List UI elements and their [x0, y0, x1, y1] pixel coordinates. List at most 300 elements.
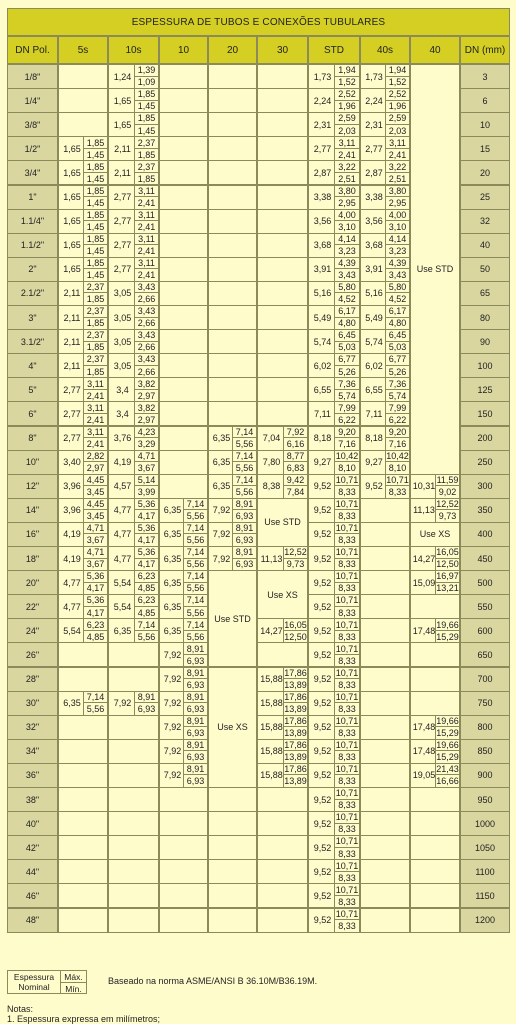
max-value: 1,85 — [83, 234, 107, 246]
nominal-value: 11,13 — [413, 505, 435, 516]
min-value: 8,33 — [334, 872, 359, 884]
value-cell — [308, 908, 360, 933]
value-cell — [360, 859, 410, 884]
value-cell — [360, 185, 410, 210]
value-cell — [58, 426, 108, 451]
value-cell — [257, 329, 308, 354]
min-value: 8,33 — [334, 800, 359, 812]
max-value: 10,71 — [335, 740, 359, 751]
min-value: 5,56 — [183, 534, 207, 546]
max-value: 9,20 — [385, 427, 409, 439]
max-value: 16,05 — [436, 547, 459, 558]
nominal-value: 7,92 — [163, 722, 182, 733]
nominal-value: 19,05 — [412, 770, 436, 781]
value-cell — [159, 883, 208, 908]
row-dn-pol: 34" — [7, 739, 58, 764]
max-value: 16,97 — [436, 571, 459, 582]
value-cell — [208, 835, 257, 860]
nominal-value: 2,11 — [114, 167, 131, 178]
max-value: 19,66 — [436, 619, 459, 630]
value-cell — [208, 498, 257, 523]
max-value: 7,14 — [183, 523, 207, 535]
table-grid — [7, 36, 510, 965]
value-cell — [108, 426, 159, 451]
min-value: 13,89 — [284, 752, 307, 763]
max-value: 1,85 — [134, 89, 158, 101]
min-value: 3,23 — [385, 245, 409, 257]
row-dn-mm: 15 — [460, 136, 510, 161]
max-value: 1,94 — [334, 65, 359, 77]
value-cell — [308, 64, 360, 89]
note-c20-use-std: Use STD — [208, 570, 257, 667]
nominal-value: 5,49 — [313, 312, 332, 323]
min-value: 5,56 — [83, 703, 107, 715]
nominal-value: 6,35 — [163, 625, 182, 636]
value-cell — [360, 691, 410, 716]
value-cell — [308, 353, 360, 378]
nominal-value: 14,27 — [412, 553, 436, 564]
value-cell — [360, 281, 410, 306]
nominal-value: 1,65 — [63, 240, 81, 251]
nominal-value: 3,05 — [113, 312, 132, 323]
min-value: 5,26 — [334, 366, 359, 378]
min-value: 2,41 — [134, 245, 158, 257]
min-value: 2,66 — [134, 293, 158, 305]
value-cell — [410, 667, 460, 692]
nominal-value: 14,27 — [260, 625, 283, 636]
row-dn-mm: 125 — [460, 377, 510, 402]
nominal-value: 8,18 — [365, 433, 383, 444]
min-value: 8,33 — [334, 559, 359, 571]
value-cell — [58, 64, 108, 89]
value-cell — [308, 474, 360, 499]
value-cell — [360, 522, 410, 547]
nominal-value: 2,24 — [313, 95, 332, 106]
value-cell — [208, 281, 257, 306]
note-c40-use-xs: Use XS — [410, 522, 460, 547]
nominal-value: 1,65 — [113, 119, 132, 130]
value-cell — [308, 233, 360, 258]
min-value: 5,56 — [183, 559, 207, 571]
row-dn-mm: 150 — [460, 401, 510, 426]
min-value: 8,33 — [334, 727, 359, 739]
row-dn-mm: 32 — [460, 209, 510, 234]
row-dn-mm: 400 — [460, 522, 510, 547]
min-value: 15,29 — [436, 728, 459, 738]
value-cell — [159, 642, 208, 667]
value-cell — [410, 570, 460, 595]
value-cell — [308, 329, 360, 354]
max-value: 3,43 — [134, 354, 158, 366]
min-value: 8,33 — [334, 631, 359, 643]
max-value: 8,91 — [183, 716, 207, 728]
max-value: 17,86 — [284, 691, 307, 702]
nominal-value: 7,11 — [365, 408, 383, 419]
min-value: 5,03 — [334, 342, 359, 354]
min-value: 13,89 — [284, 679, 307, 690]
nominal-value: 1,65 — [63, 167, 81, 178]
nominal-value: 6,35 — [212, 457, 231, 468]
value-cell — [257, 787, 308, 812]
min-value: 4,52 — [334, 293, 359, 305]
min-value: 13,21 — [436, 583, 459, 594]
value-cell — [360, 763, 410, 788]
max-value: 7,14 — [183, 571, 207, 583]
nominal-value: 7,92 — [163, 674, 182, 685]
min-value: 3,45 — [83, 510, 107, 522]
value-cell — [159, 739, 208, 764]
value-cell — [208, 185, 257, 210]
nominal-value: 9,52 — [313, 698, 332, 709]
nominal-value: 6,35 — [63, 698, 81, 709]
table-title: ESPESSURA DE TUBOS E CONEXÕES TUBULARES — [7, 8, 510, 36]
max-value: 6,77 — [334, 354, 359, 366]
value-cell — [58, 739, 108, 764]
nominal-value: 4,19 — [63, 529, 81, 540]
value-cell — [257, 185, 308, 210]
min-value: 13,89 — [284, 703, 307, 714]
max-value: 7,14 — [183, 619, 207, 631]
nominal-value: 3,76 — [113, 433, 132, 444]
value-cell — [410, 859, 460, 884]
nominal-value: 2,77 — [63, 433, 81, 444]
max-value: 8,91 — [183, 692, 207, 704]
nominal-value: 4,77 — [63, 577, 81, 588]
nominal-value: 3,91 — [365, 264, 383, 275]
value-cell — [159, 498, 208, 523]
max-value: 3,11 — [83, 378, 107, 390]
value-cell — [208, 522, 257, 547]
value-cell — [58, 112, 108, 137]
col-header-mm: DN (mm) — [460, 36, 510, 64]
value-cell — [360, 353, 410, 378]
value-cell — [159, 908, 208, 933]
value-cell — [58, 691, 108, 716]
nominal-value: 7,11 — [314, 408, 331, 419]
nominal-value: 5,16 — [313, 288, 332, 299]
nominal-value: 7,92 — [212, 553, 231, 564]
value-cell — [108, 618, 159, 643]
min-value: 2,97 — [134, 390, 158, 402]
value-cell — [308, 522, 360, 547]
nominal-value: 2,77 — [365, 143, 383, 154]
nominal-value: 9,52 — [313, 674, 332, 685]
min-value: 3,67 — [83, 559, 107, 571]
max-value: 7,14 — [232, 475, 256, 487]
max-value: 1,94 — [385, 65, 409, 77]
max-value: 6,45 — [385, 330, 409, 342]
min-value: 8,33 — [334, 534, 359, 546]
value-cell — [108, 377, 159, 402]
max-value: 3,43 — [134, 282, 158, 294]
row-dn-pol: 16" — [7, 522, 58, 547]
value-cell — [308, 570, 360, 595]
value-cell — [58, 546, 108, 571]
value-cell — [58, 377, 108, 402]
value-cell — [308, 160, 360, 185]
nominal-value: 9,52 — [313, 722, 332, 733]
row-dn-mm: 900 — [460, 763, 510, 788]
max-value: 1,85 — [83, 161, 107, 173]
value-cell — [58, 353, 108, 378]
min-value: 6,93 — [232, 559, 256, 571]
nominal-value: 1,73 — [313, 71, 332, 82]
value-cell — [308, 811, 360, 836]
value-cell — [208, 88, 257, 113]
nominal-value: 1,65 — [113, 95, 132, 106]
value-cell — [308, 594, 360, 619]
value-cell — [208, 233, 257, 258]
value-cell — [208, 257, 257, 282]
row-dn-pol: 1/4" — [7, 88, 58, 113]
max-value: 3,80 — [334, 186, 359, 198]
nominal-value: 9,52 — [313, 746, 332, 757]
min-value: 6,93 — [134, 703, 158, 715]
value-cell — [58, 787, 108, 812]
nominal-value: 4,77 — [113, 553, 132, 564]
max-value: 10,71 — [335, 667, 359, 678]
max-value: 7,36 — [334, 378, 359, 390]
value-cell — [108, 594, 159, 619]
min-value: 9,73 — [283, 559, 307, 571]
max-value: 3,82 — [134, 402, 158, 414]
max-value: 3,11 — [385, 137, 409, 149]
nominal-value: 3,05 — [113, 360, 132, 371]
value-cell — [108, 112, 159, 137]
min-value: 7,16 — [334, 438, 359, 450]
max-value: 10,71 — [335, 908, 359, 919]
nominal-value: 4,77 — [113, 505, 132, 516]
min-value: 6,93 — [183, 727, 207, 739]
value-cell — [58, 450, 108, 475]
value-cell — [208, 883, 257, 908]
min-value: 1,45 — [134, 101, 158, 113]
value-cell — [360, 64, 410, 89]
value-cell — [208, 474, 257, 499]
max-value: 6,23 — [134, 595, 158, 607]
max-value: 10,42 — [386, 450, 409, 461]
row-dn-pol: 32" — [7, 715, 58, 740]
value-cell — [58, 88, 108, 113]
min-value: 9,02 — [435, 486, 459, 498]
value-cell — [308, 450, 360, 475]
max-value: 3,11 — [134, 186, 158, 198]
nominal-value: 2,77 — [113, 240, 132, 251]
min-value: 15,29 — [436, 631, 459, 642]
min-value: 4,85 — [83, 631, 107, 643]
nominal-value: 1,24 — [113, 71, 132, 82]
max-value: 4,00 — [385, 210, 409, 222]
min-value: 1,45 — [83, 173, 107, 185]
max-value: 7,14 — [183, 499, 207, 511]
nominal-value: 3,38 — [365, 192, 383, 203]
min-value: 2,97 — [134, 414, 158, 426]
row-dn-mm: 20 — [460, 160, 510, 185]
value-cell — [360, 112, 410, 137]
nominal-value: 3,05 — [113, 288, 132, 299]
max-value: 10,71 — [335, 523, 359, 534]
value-cell — [58, 859, 108, 884]
nominal-value: 2,77 — [113, 216, 132, 227]
value-cell — [108, 570, 159, 595]
value-cell — [360, 618, 410, 643]
row-dn-pol: 1/2" — [7, 136, 58, 161]
nominal-value: 2,77 — [313, 143, 332, 154]
min-value: 5,56 — [232, 438, 256, 450]
nominal-value: 9,52 — [313, 625, 332, 636]
nominal-value: 9,52 — [313, 505, 332, 516]
value-cell — [159, 667, 208, 692]
min-value: 4,17 — [134, 534, 158, 546]
row-dn-mm: 1200 — [460, 908, 510, 933]
value-cell — [159, 546, 208, 571]
row-dn-pol: 10" — [7, 450, 58, 475]
value-cell — [410, 835, 460, 860]
row-dn-mm: 650 — [460, 642, 510, 667]
value-cell — [257, 763, 308, 788]
row-dn-pol: 1" — [7, 185, 58, 210]
max-value: 2,82 — [83, 451, 107, 463]
value-cell — [108, 160, 159, 185]
value-cell — [410, 715, 460, 740]
value-cell — [308, 859, 360, 884]
max-value: 3,11 — [134, 258, 158, 270]
max-value: 3,11 — [334, 137, 359, 149]
value-cell — [58, 498, 108, 523]
nominal-value: 4,77 — [113, 529, 132, 540]
row-dn-mm: 200 — [460, 426, 510, 451]
value-cell — [108, 498, 159, 523]
value-cell — [308, 185, 360, 210]
value-cell — [257, 257, 308, 282]
nominal-value: 9,27 — [365, 457, 383, 468]
value-cell — [257, 64, 308, 89]
max-value: 12,52 — [284, 547, 307, 558]
note-c40-use-std: Use STD — [410, 64, 460, 475]
value-cell — [108, 883, 159, 908]
value-cell — [208, 450, 257, 475]
value-cell — [410, 811, 460, 836]
value-cell — [308, 498, 360, 523]
value-cell — [108, 546, 159, 571]
row-dn-mm: 300 — [460, 474, 510, 499]
max-value: 7,99 — [334, 402, 359, 414]
max-value: 4,39 — [334, 258, 359, 270]
row-dn-pol: 38" — [7, 787, 58, 812]
min-value: 2,41 — [134, 221, 158, 233]
nominal-value: 9,52 — [313, 890, 332, 901]
min-value: 6,83 — [283, 462, 307, 474]
min-value: 1,45 — [83, 221, 107, 233]
nominal-value: 15,09 — [412, 577, 436, 588]
row-dn-mm: 950 — [460, 787, 510, 812]
max-value: 9,42 — [283, 475, 307, 487]
value-cell — [58, 185, 108, 210]
value-cell — [159, 136, 208, 161]
min-value: 8,33 — [334, 896, 359, 908]
min-value: 2,51 — [334, 173, 359, 185]
min-value: 1,85 — [134, 173, 158, 185]
min-value: 6,93 — [183, 775, 207, 787]
min-value: 6,22 — [385, 414, 409, 426]
nominal-value: 6,35 — [212, 481, 231, 492]
value-cell — [58, 522, 108, 547]
nominal-value: 6,55 — [313, 384, 332, 395]
row-dn-pol: 20" — [7, 570, 58, 595]
min-value: 4,17 — [83, 607, 107, 619]
min-value: 4,85 — [134, 607, 158, 619]
nominal-value: 5,74 — [365, 336, 383, 347]
value-cell — [308, 281, 360, 306]
row-dn-pol: 28" — [7, 667, 58, 692]
value-cell — [58, 257, 108, 282]
row-dn-pol: 24" — [7, 618, 58, 643]
row-dn-mm: 800 — [460, 715, 510, 740]
row-dn-mm: 3 — [460, 64, 510, 89]
min-value: 1,96 — [334, 101, 359, 113]
value-cell — [58, 209, 108, 234]
max-value: 1,39 — [134, 65, 158, 77]
min-value: 4,17 — [134, 559, 158, 571]
value-cell — [360, 209, 410, 234]
min-value: 8,10 — [385, 462, 409, 474]
max-value: 4,14 — [385, 234, 409, 246]
value-cell — [308, 883, 360, 908]
value-cell — [308, 401, 360, 426]
max-value: 3,11 — [134, 234, 158, 246]
min-value: 12,50 — [284, 631, 307, 642]
nominal-value: 8,38 — [262, 481, 281, 492]
value-cell — [308, 305, 360, 330]
nominal-value: 9,52 — [313, 577, 332, 588]
min-value: 5,56 — [232, 486, 256, 498]
row-dn-mm: 100 — [460, 353, 510, 378]
nominal-value: 7,92 — [163, 746, 182, 757]
nominal-value: 9,27 — [313, 457, 332, 468]
value-cell — [360, 642, 410, 667]
row-dn-mm: 1150 — [460, 883, 510, 908]
max-value: 2,52 — [334, 89, 359, 101]
min-value: 3,43 — [334, 269, 359, 281]
min-value: 2,03 — [385, 125, 409, 137]
min-value: 15,29 — [436, 752, 459, 763]
value-cell — [308, 667, 360, 692]
max-value: 2,37 — [134, 161, 158, 173]
value-cell — [360, 88, 410, 113]
min-value: 8,33 — [334, 751, 359, 763]
value-cell — [58, 474, 108, 499]
value-cell — [208, 377, 257, 402]
value-cell — [108, 233, 159, 258]
value-cell — [257, 883, 308, 908]
max-value: 10,71 — [386, 474, 409, 485]
max-value: 5,14 — [134, 475, 158, 487]
nominal-value: 5,54 — [63, 625, 81, 636]
row-dn-mm: 25 — [460, 185, 510, 210]
max-value: 2,37 — [134, 137, 158, 149]
max-value: 10,71 — [335, 547, 359, 558]
value-cell — [159, 618, 208, 643]
max-value: 2,37 — [83, 306, 107, 318]
min-value: 5,56 — [134, 631, 158, 643]
max-value: 11,59 — [436, 474, 459, 485]
max-value: 10,71 — [335, 715, 359, 726]
max-value: 8,77 — [283, 451, 307, 463]
nominal-value: 1,65 — [63, 216, 81, 227]
max-value: 16,05 — [284, 619, 307, 630]
value-cell — [159, 426, 208, 451]
value-cell — [108, 811, 159, 836]
